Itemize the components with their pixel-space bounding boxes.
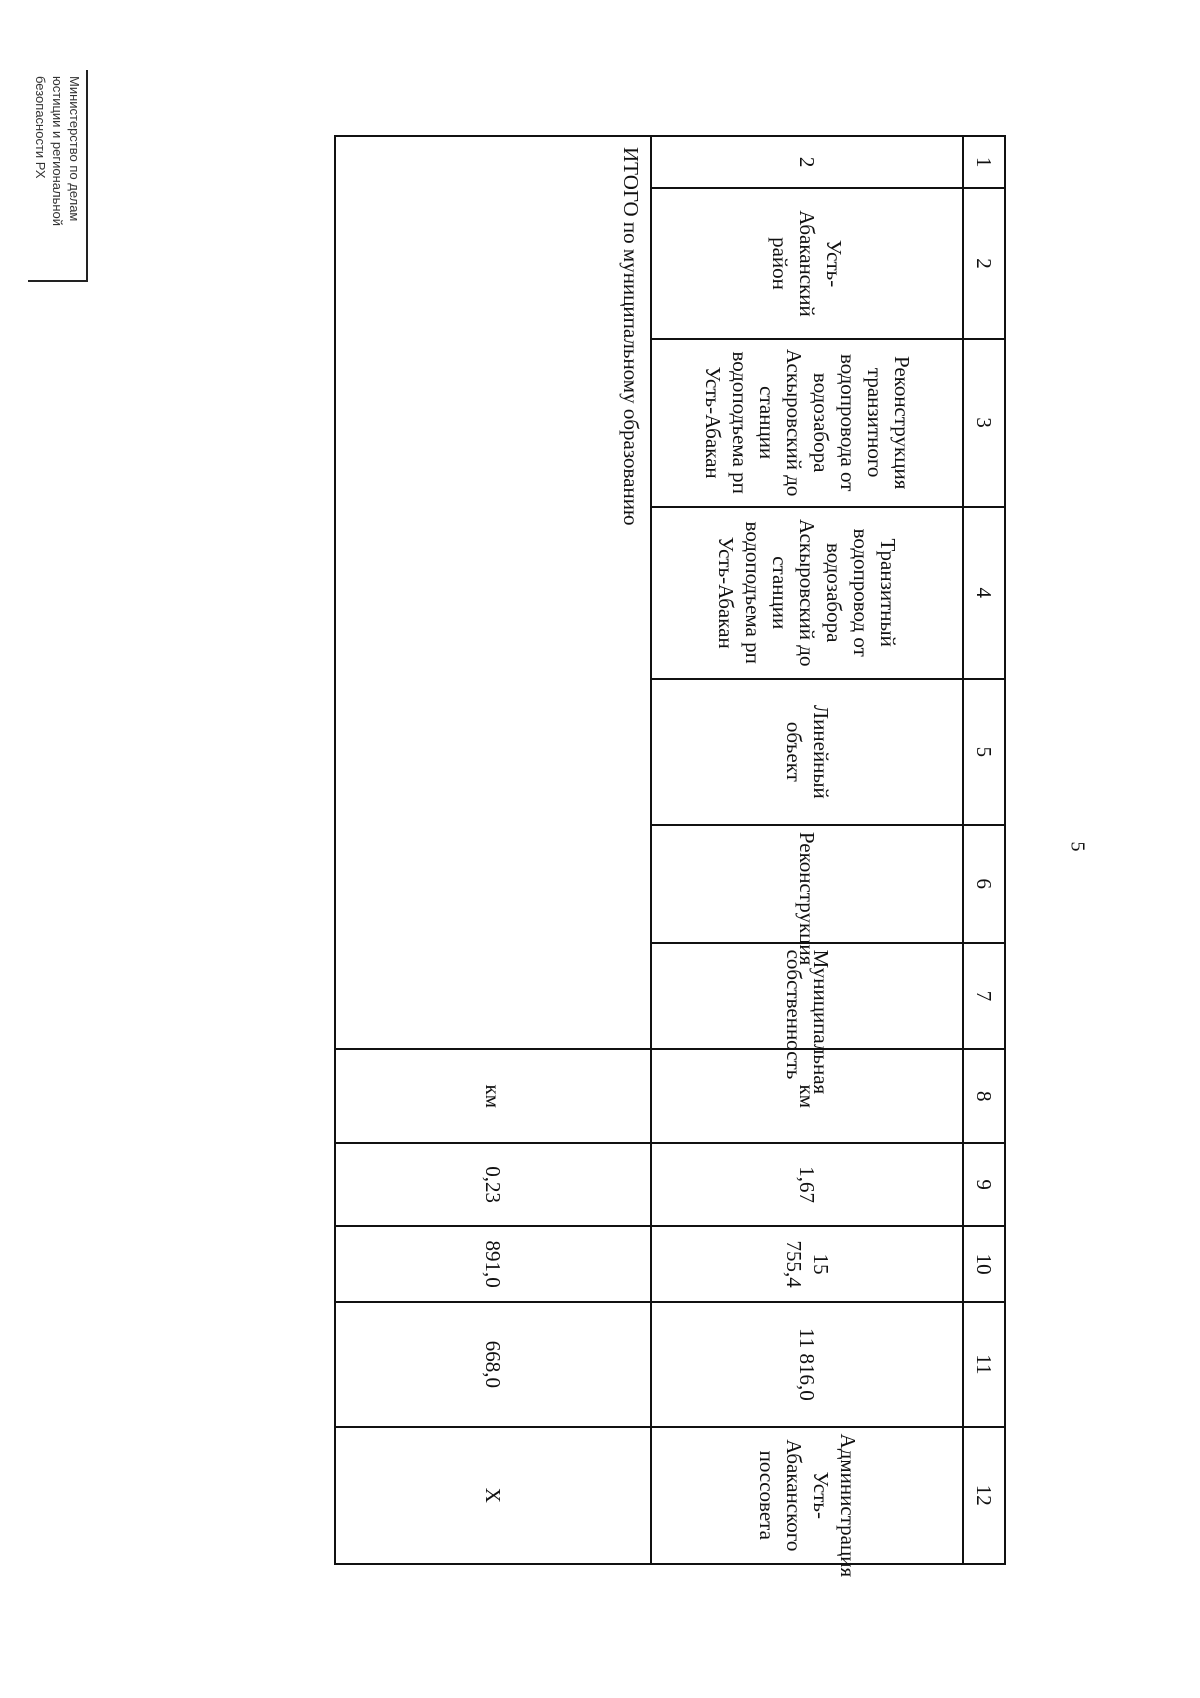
objects-table (362, 135, 1006, 1578)
col-number: 1 (963, 136, 1005, 188)
object-name-cell: Транзитный водопровод от водозабора Аскыровский до станции водоподъема рп Усть-Абакан (651, 507, 963, 679)
district-cell: Усть-Абаканский район (651, 188, 963, 338)
stamp-line-2: юстиции и региональной (50, 76, 65, 227)
activity-name-cell: Реконструкция транзитного водопровода от водозабора Аскыровский до станции водоподъема рп Усть-Абакан (651, 339, 963, 507)
total-unit-cell: км (335, 1049, 651, 1143)
capacity-cell: 1,67 (651, 1143, 963, 1226)
col-number: 10 (963, 1226, 1005, 1302)
stamp-line-3: безопасности РХ (33, 76, 48, 179)
object-type-cell: Линейный объект (651, 679, 963, 825)
col-number: 9 (963, 1143, 1005, 1226)
unit-cell: км (651, 1049, 963, 1143)
total-cost-cell: 891,0 (335, 1226, 651, 1302)
col-number: 5 (963, 679, 1005, 825)
col-number: 2 (963, 188, 1005, 338)
col-number: 3 (963, 339, 1005, 507)
column-number-row (963, 136, 1005, 1564)
work-type-cell: Реконструкция (651, 825, 963, 943)
stamp-line-1: Министерство по делам (67, 76, 82, 222)
ministry-stamp (28, 70, 88, 282)
row-index: 2 (651, 136, 963, 188)
total-responsible-cell: Х (335, 1427, 651, 1564)
col-number: 6 (963, 825, 1005, 943)
total-row (335, 136, 651, 1564)
total-label: ИТОГО по муниципальному образованию (335, 136, 651, 1049)
col-number: 4 (963, 507, 1005, 679)
page-number: 5 (1066, 841, 1089, 852)
col-number: 8 (963, 1049, 1005, 1143)
col-number: 7 (963, 943, 1005, 1050)
table-row (651, 136, 963, 1564)
col-number: 11 (963, 1302, 1005, 1426)
col-number: 12 (963, 1427, 1005, 1564)
total-funding-cell: 668,0 (335, 1302, 651, 1426)
responsible-cell: Администрация Усть-Абаканского поссовета (651, 1427, 963, 1564)
ownership-cell: Муниципальная собственность (651, 943, 963, 1050)
funding-cell: 11 816,0 (651, 1302, 963, 1426)
total-capacity-cell: 0,23 (335, 1143, 651, 1226)
total-cost-cell: 15 755,4 (651, 1226, 963, 1302)
